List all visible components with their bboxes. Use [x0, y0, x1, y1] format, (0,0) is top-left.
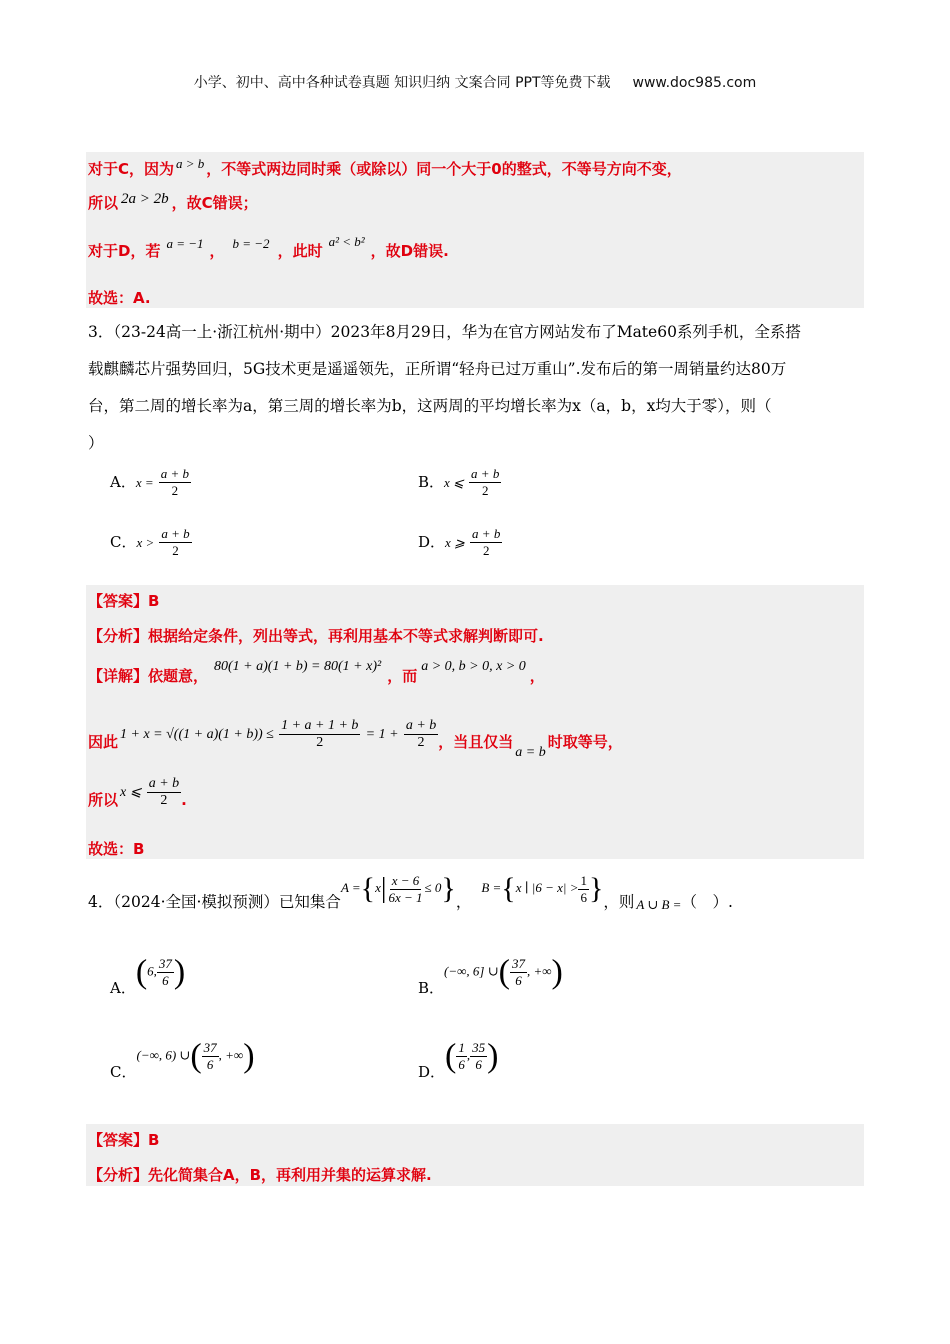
math-set-a: A ={x| $\frac{x - 6}{6x - 1}$ ≤ 0} — [340, 872, 456, 906]
q3-line3: 台，第二周的增长率为a，第三周的增长率为b，这两周的平均增长率为x（a，b，x均大于零），则（ — [88, 397, 772, 415]
q4-option-b[interactable]: B．(−∞, 6] ∪( $\frac{37}{6}$ , +∞) — [418, 953, 563, 997]
q3-option-c[interactable]: C．x > $\frac{a + b}{2}$ — [110, 526, 190, 558]
math-a-gt-b: a > b — [176, 155, 205, 171]
math-set-b: B ={x ∣ |6 − x| > $\frac{1}{6}$ } — [481, 872, 604, 906]
q3-option-a[interactable]: A．x = $\frac{a + b}{2}$ — [110, 466, 190, 498]
q3-line1: 3．（23-24高一上·浙江杭州·期中）2023年8月29日，华为在官方网站发布了Mate60系列手机，全系搭 — [88, 323, 801, 341]
q3-line2: 载麒麟芯片强势回归，5G技术更是遥遥领先，正所谓“轻舟已过万重山”.发布后的第一周销量约达80万 — [88, 360, 787, 378]
header-url[interactable]: www.doc985.com — [632, 75, 757, 91]
choose-a: 故选：A. — [88, 289, 151, 307]
solution-line-c: 对于C，因为 a > b ，不等式两边同时乘（或除以）同一个大于0的整式，不等号方向不变， — [88, 155, 682, 178]
math-a2-lt-b2: a² < b² — [328, 233, 365, 249]
header-text: 小学、初中、高中各种试卷真题 知识归纳 文案合同 PPT等免费下载 — [193, 75, 611, 91]
page-header — [0, 72, 950, 92]
q4-option-c[interactable]: C．(−∞, 6) ∪( $\frac{37}{6}$ , +∞) — [110, 1037, 255, 1081]
q3-because: 因此 1 + x = √((1 + a)(1 + b)) ≤ $\frac{1 + a + 1 + b}{2}$ = 1 + $\frac{a + b}{2}$ ，当且仅当a = b时取等号， — [88, 718, 623, 760]
solution-line-c2: 所以 2a > 2b ，故C错误； — [88, 191, 258, 212]
q3-so: 所以 x ⩽ $\frac{a + b}{2}$ . — [88, 776, 187, 809]
q3-analysis: 【分析】根据给定条件，列出等式，再利用基本不等式求解判断即可. — [88, 627, 544, 645]
math-sqrt-ineq: 1 + x = √((1 + a)(1 + b)) ≤ — [120, 726, 274, 742]
math-equation: 80(1 + a)(1 + b) = 80(1 + x)² — [214, 658, 382, 674]
math-positive: a > 0, b > 0, x > 0 — [421, 658, 526, 674]
solution-line-d: 对于D，若 a = −1 ， b = −2 ，此时a² < b²，故D错误. — [88, 233, 449, 260]
math-a-eq: a = −1 — [166, 235, 204, 251]
q3-option-d[interactable]: D．x ⩾ $\frac{a + b}{2}$ — [418, 526, 501, 558]
q3-answer: 【答案】B — [88, 592, 160, 610]
q4-option-d[interactable]: D．( $\frac{1}{6}$ , $\frac{35}{6}$ ) — [418, 1037, 499, 1081]
q3-line4: ） — [88, 434, 104, 452]
math-b-eq: b = −2 — [232, 235, 270, 251]
q4-analysis: 【分析】先化简集合A，B，再利用并集的运算求解. — [88, 1166, 432, 1184]
choose-b: 故选：B — [88, 840, 145, 858]
math-2a-gt-2b: 2a > 2b — [121, 191, 169, 207]
q3-detail: 【详解】依题意，80(1 + a)(1 + b) = 80(1 + x)²，而a > 0, b > 0, x > 0， — [88, 658, 545, 685]
q4-option-a[interactable]: A．(6, $\frac{37}{6}$ ) — [110, 953, 186, 997]
q4-answer: 【答案】B — [88, 1131, 160, 1149]
q3-option-b[interactable]: B．x ⩽ $\frac{a + b}{2}$ — [418, 466, 500, 498]
q4-stem: 4．（2024·全国·模拟预测）已知集合A ={x| $\frac{x - 6}{6x - 1}$ ≤ 0}，B ={x ∣ |6 − x| > $\frac{1}{6}$ }，则 A ∪ B =（ ）. — [88, 870, 733, 908]
